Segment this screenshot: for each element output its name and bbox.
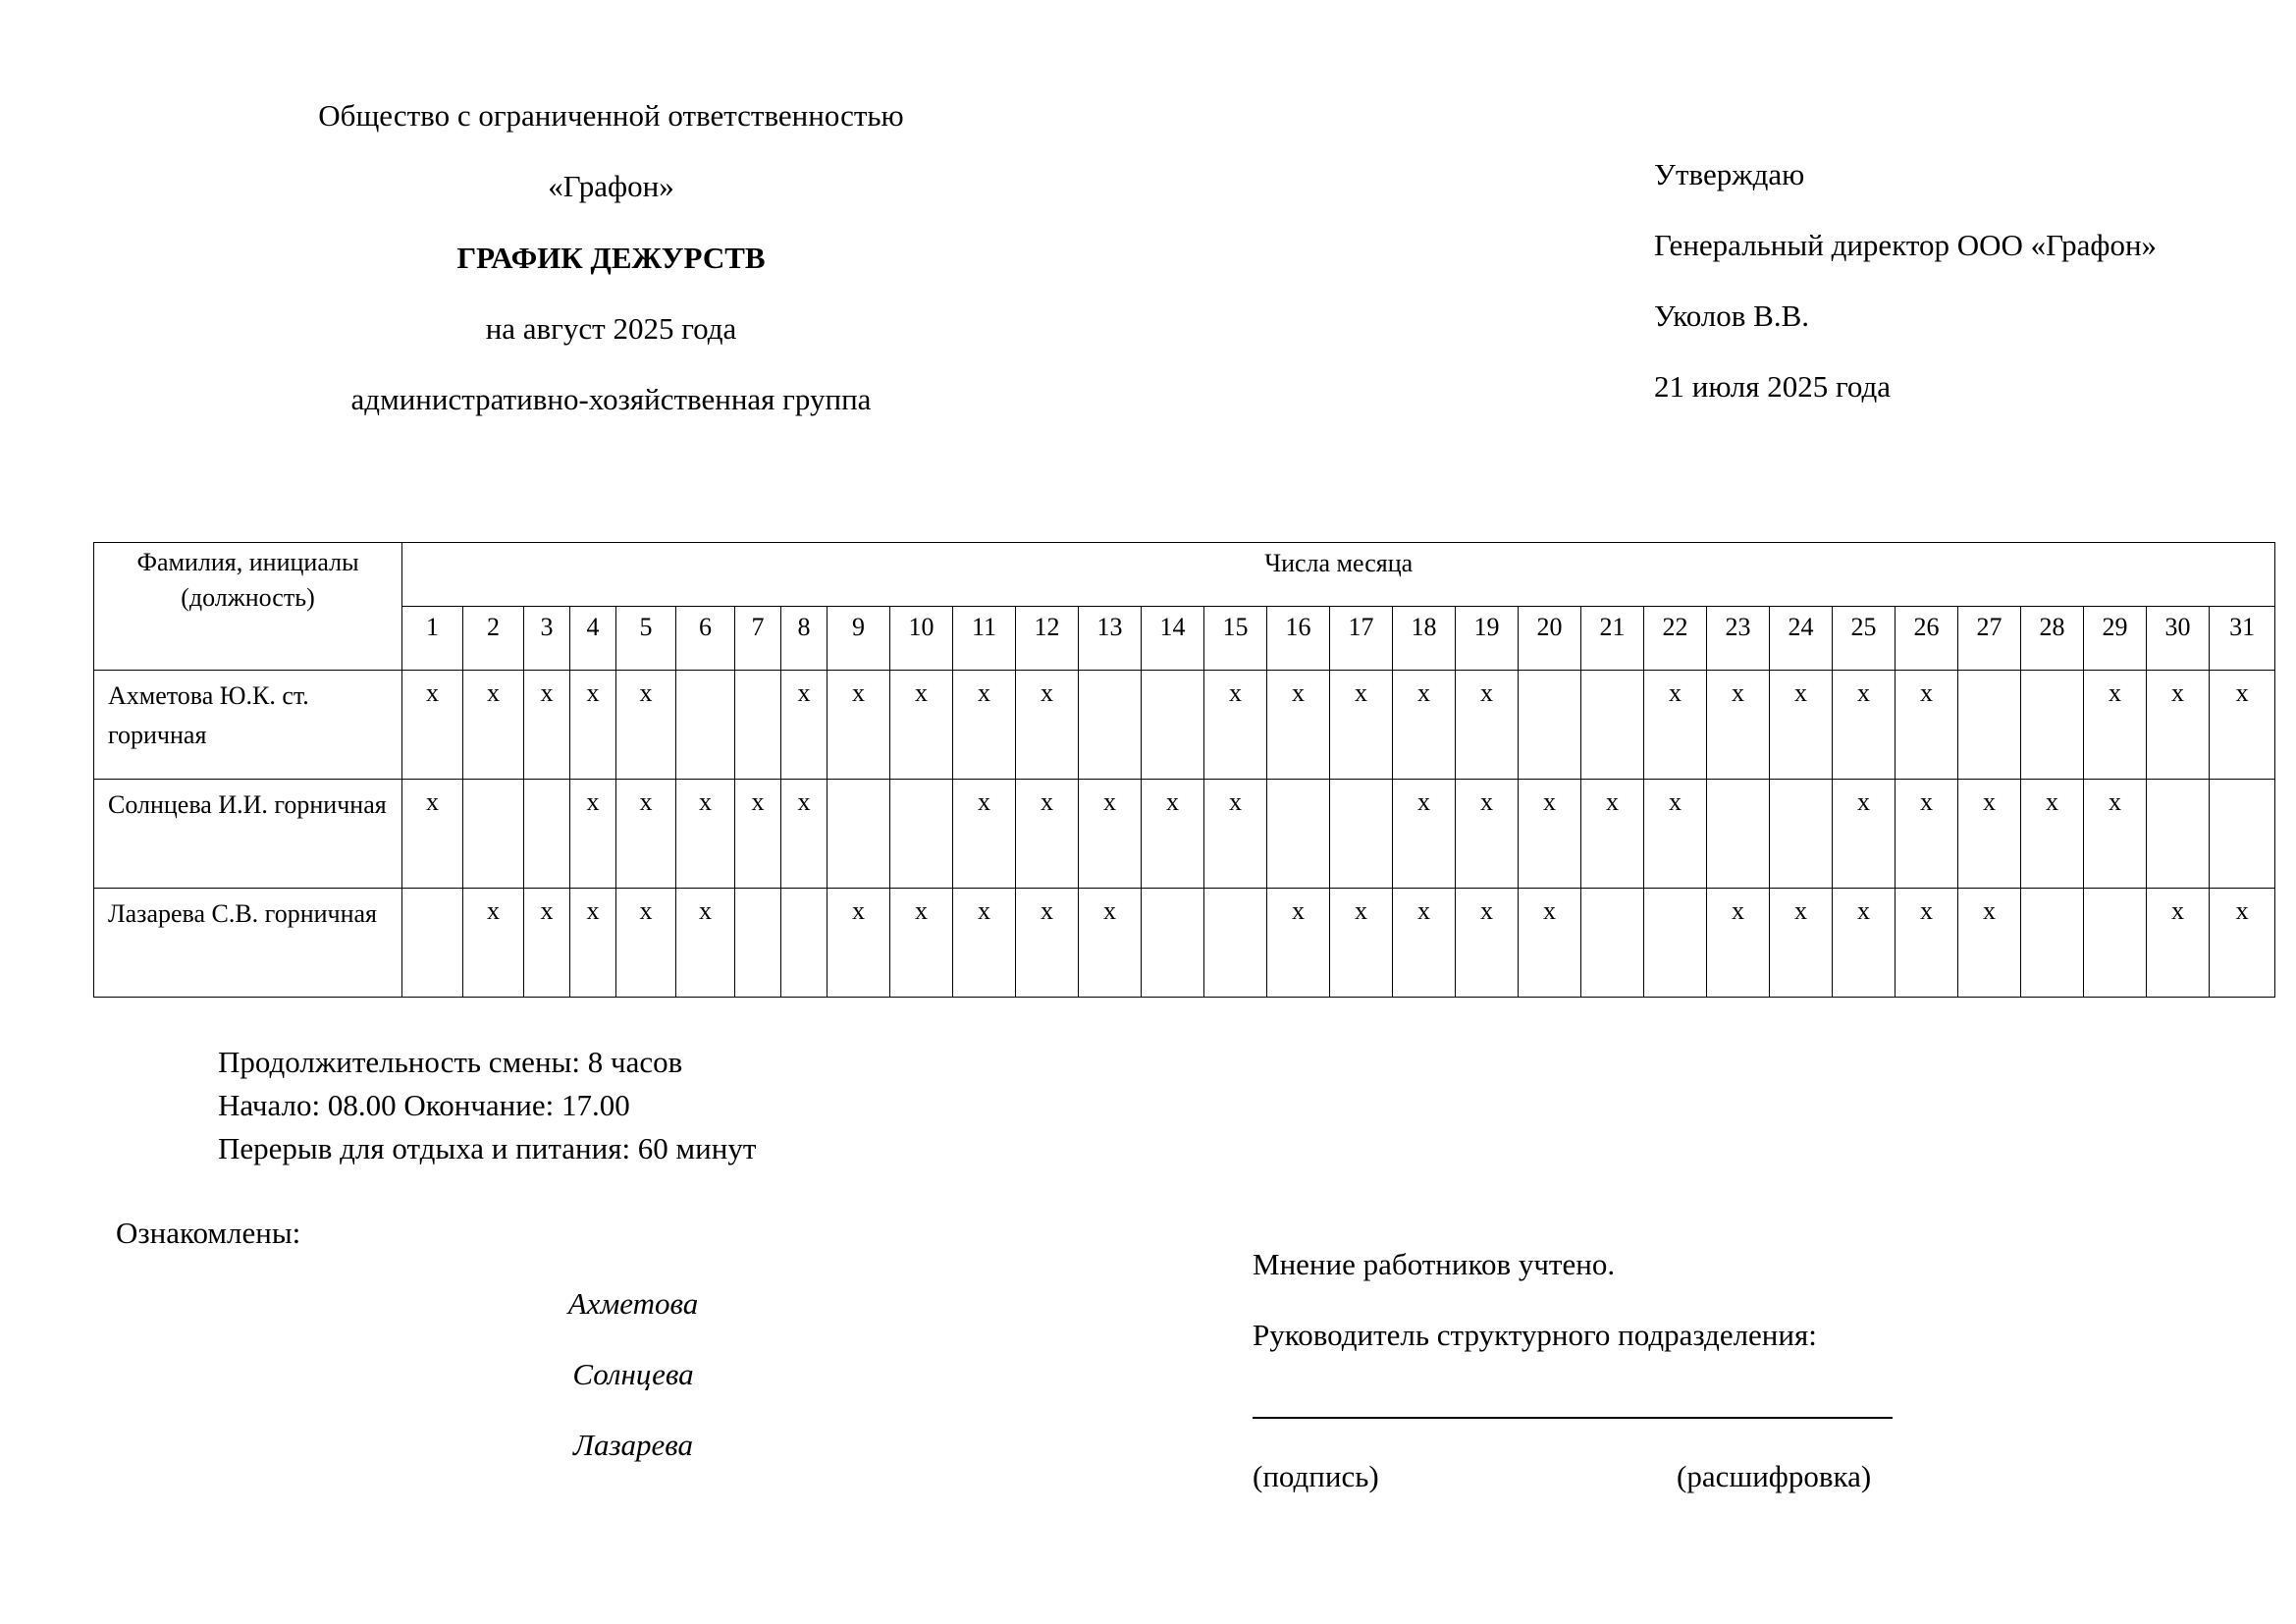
duty-mark-cell: x [616, 671, 676, 780]
duty-mark-cell: x [676, 780, 735, 889]
duty-mark-cell [1581, 889, 1644, 998]
table-row [94, 780, 2275, 889]
approval-label: Утверждаю [1654, 157, 1805, 191]
day-number-cell: 19 [1456, 607, 1519, 671]
employee-name-cell: Ахметова Ю.К. ст. горичная [94, 671, 402, 780]
duty-mark-cell [828, 780, 890, 889]
day-number-cell: 24 [1770, 607, 1833, 671]
duty-mark-cell: x [1770, 671, 1833, 780]
day-number-cell: 13 [1079, 607, 1142, 671]
workers-opinion-note: Мнение работников учтено. [1253, 1247, 1616, 1281]
document-title: ГРАФИК ДЕЖУРСТВ [456, 241, 766, 275]
duty-mark-cell: x [2084, 671, 2147, 780]
duty-mark-cell: x [524, 671, 570, 780]
duty-mark-cell [735, 889, 781, 998]
duty-mark-cell: x [890, 671, 953, 780]
day-number-cell: 28 [2021, 607, 2084, 671]
shift-duration: Продолжительность смены: 8 часов [218, 1045, 683, 1079]
duty-mark-cell: x [1267, 671, 1330, 780]
employee-signature: Солнцева [572, 1357, 694, 1391]
day-number-cell: 2 [463, 607, 524, 671]
duty-mark-cell: x [1456, 780, 1519, 889]
duty-mark-cell: x [1016, 780, 1079, 889]
month-days-header: Числа месяца [402, 543, 2275, 607]
duty-mark-cell: x [1079, 780, 1142, 889]
document-group: административно-хозяйственная группа [350, 382, 872, 416]
day-number-cell: 26 [1896, 607, 1958, 671]
duty-mark-cell [890, 780, 953, 889]
duty-mark-cell: x [781, 780, 828, 889]
decoding-caption: (расшифровка) [1677, 1459, 1872, 1493]
duty-mark-cell: x [616, 780, 676, 889]
duty-mark-cell: x [1016, 671, 1079, 780]
duty-mark-cell: x [1581, 780, 1644, 889]
duty-mark-cell: x [1644, 671, 1707, 780]
signature-line [1253, 1417, 1893, 1419]
day-number-cell: 18 [1393, 607, 1456, 671]
duty-mark-cell: x [953, 780, 1016, 889]
duty-schedule-table [93, 542, 2275, 998]
org-name-line1: Общество с ограниченной ответственностью [318, 98, 904, 133]
duty-mark-cell: x [1393, 671, 1456, 780]
duty-mark-cell [1330, 780, 1393, 889]
day-number-cell: 25 [1833, 607, 1896, 671]
duty-mark-cell: x [1519, 780, 1581, 889]
day-number-cell: 27 [1958, 607, 2021, 671]
duty-mark-cell: x [676, 889, 735, 998]
day-number-cell: 23 [1707, 607, 1770, 671]
duty-mark-cell [524, 780, 570, 889]
duty-mark-cell: x [1330, 889, 1393, 998]
duty-mark-cell: x [953, 889, 1016, 998]
duty-mark-cell: x [616, 889, 676, 998]
duty-mark-cell [463, 780, 524, 889]
duty-mark-cell: x [1833, 671, 1896, 780]
employee-name-cell: Солнцева И.И. горничная [94, 780, 402, 889]
duty-mark-cell: x [828, 889, 890, 998]
duty-mark-cell: x [953, 671, 1016, 780]
org-name-line2: «Графон» [548, 169, 674, 203]
document-period: на август 2025 года [485, 311, 737, 346]
duty-mark-cell: x [1707, 889, 1770, 998]
duty-mark-cell: x [2147, 671, 2210, 780]
day-number-cell: 20 [1519, 607, 1581, 671]
duty-mark-cell: x [1204, 780, 1267, 889]
duty-mark-cell [781, 889, 828, 998]
duty-mark-cell: x [1456, 671, 1519, 780]
duty-mark-cell: x [1958, 780, 2021, 889]
day-number-cell: 10 [890, 607, 953, 671]
duty-mark-cell: x [1519, 889, 1581, 998]
duty-mark-cell [1707, 780, 1770, 889]
duty-mark-cell: x [2210, 671, 2275, 780]
day-number-cell: 5 [616, 607, 676, 671]
signature-caption: (подпись) [1253, 1459, 1379, 1493]
duty-mark-cell: x [2084, 780, 2147, 889]
day-number-cell: 17 [1330, 607, 1393, 671]
duty-mark-cell: x [1456, 889, 1519, 998]
duty-mark-cell: x [1896, 889, 1958, 998]
duty-mark-cell: x [1204, 671, 1267, 780]
approval-name: Уколов В.В. [1654, 298, 1810, 333]
head-of-unit-label: Руководитель структурного подразделения: [1253, 1318, 1817, 1352]
day-number-cell: 14 [1142, 607, 1204, 671]
day-number-cell: 21 [1581, 607, 1644, 671]
duty-mark-cell [1204, 889, 1267, 998]
duty-mark-cell: x [890, 889, 953, 998]
duty-mark-cell [1142, 889, 1204, 998]
duty-mark-cell: x [402, 671, 463, 780]
employee-name-cell: Лазарева С.В. горничная [94, 889, 402, 998]
duty-mark-cell: x [1958, 889, 2021, 998]
duty-mark-cell: x [1833, 889, 1896, 998]
duty-mark-cell: x [735, 780, 781, 889]
day-numbers-row [94, 607, 2275, 671]
duty-mark-cell: x [1896, 780, 1958, 889]
duty-mark-cell: x [828, 671, 890, 780]
duty-mark-cell [1519, 671, 1581, 780]
duty-mark-cell [1142, 671, 1204, 780]
employee-signature: Ахметова [567, 1286, 699, 1321]
duty-mark-cell: x [2147, 889, 2210, 998]
duty-mark-cell: x [1267, 889, 1330, 998]
duty-mark-cell [1644, 889, 1707, 998]
day-number-cell: 31 [2210, 607, 2275, 671]
table-row [94, 671, 2275, 780]
duty-mark-cell [402, 889, 463, 998]
duty-mark-cell: x [463, 889, 524, 998]
table-header-row [94, 543, 2275, 607]
day-number-cell: 15 [1204, 607, 1267, 671]
duty-mark-cell: x [1393, 780, 1456, 889]
day-number-cell: 29 [2084, 607, 2147, 671]
duty-mark-cell: x [1644, 780, 1707, 889]
duty-mark-cell: x [1770, 889, 1833, 998]
familiarized-label: Ознакомлены: [116, 1216, 301, 1250]
employee-signature: Лазарева [572, 1428, 694, 1462]
day-number-cell: 16 [1267, 607, 1330, 671]
duty-mark-cell: x [1079, 889, 1142, 998]
duty-mark-cell [1079, 671, 1142, 780]
duty-mark-cell: x [1896, 671, 1958, 780]
name-column-header: Фамилия, инициалы (должность) [94, 543, 402, 671]
duty-mark-cell: x [570, 671, 616, 780]
duty-mark-cell: x [1833, 780, 1896, 889]
duty-mark-cell [676, 671, 735, 780]
duty-mark-cell: x [1016, 889, 1079, 998]
day-number-cell: 11 [953, 607, 1016, 671]
duty-mark-cell: x [1330, 671, 1393, 780]
duty-mark-cell [735, 671, 781, 780]
day-number-cell: 8 [781, 607, 828, 671]
approval-date: 21 июля 2025 года [1654, 369, 1892, 404]
day-number-cell: 12 [1016, 607, 1079, 671]
duty-mark-cell [1770, 780, 1833, 889]
duty-mark-cell [2147, 780, 2210, 889]
day-number-cell: 9 [828, 607, 890, 671]
day-number-cell: 3 [524, 607, 570, 671]
day-number-cell: 22 [1644, 607, 1707, 671]
duty-mark-cell [1581, 671, 1644, 780]
duty-mark-cell: x [1142, 780, 1204, 889]
table-row [94, 889, 2275, 998]
duty-mark-cell [2210, 780, 2275, 889]
day-number-cell: 6 [676, 607, 735, 671]
duty-mark-cell: x [570, 889, 616, 998]
duty-mark-cell: x [1707, 671, 1770, 780]
duty-mark-cell [1267, 780, 1330, 889]
duty-mark-cell: x [463, 671, 524, 780]
duty-mark-cell: x [402, 780, 463, 889]
day-number-cell: 7 [735, 607, 781, 671]
duty-mark-cell [2021, 889, 2084, 998]
day-number-cell: 1 [402, 607, 463, 671]
duty-mark-cell: x [2210, 889, 2275, 998]
approval-position: Генеральный директор ООО «Графон» [1654, 228, 2158, 262]
day-number-cell: 4 [570, 607, 616, 671]
duty-mark-cell [2021, 671, 2084, 780]
duty-mark-cell: x [524, 889, 570, 998]
duty-mark-cell: x [2021, 780, 2084, 889]
shift-hours: Начало: 08.00 Окончание: 17.00 [218, 1088, 630, 1122]
duty-mark-cell [2084, 889, 2147, 998]
duty-mark-cell: x [570, 780, 616, 889]
shift-break: Перерыв для отдыха и питания: 60 минут [218, 1131, 757, 1165]
duty-mark-cell [1958, 671, 2021, 780]
day-number-cell: 30 [2147, 607, 2210, 671]
duty-mark-cell: x [1393, 889, 1456, 998]
duty-mark-cell: x [781, 671, 828, 780]
